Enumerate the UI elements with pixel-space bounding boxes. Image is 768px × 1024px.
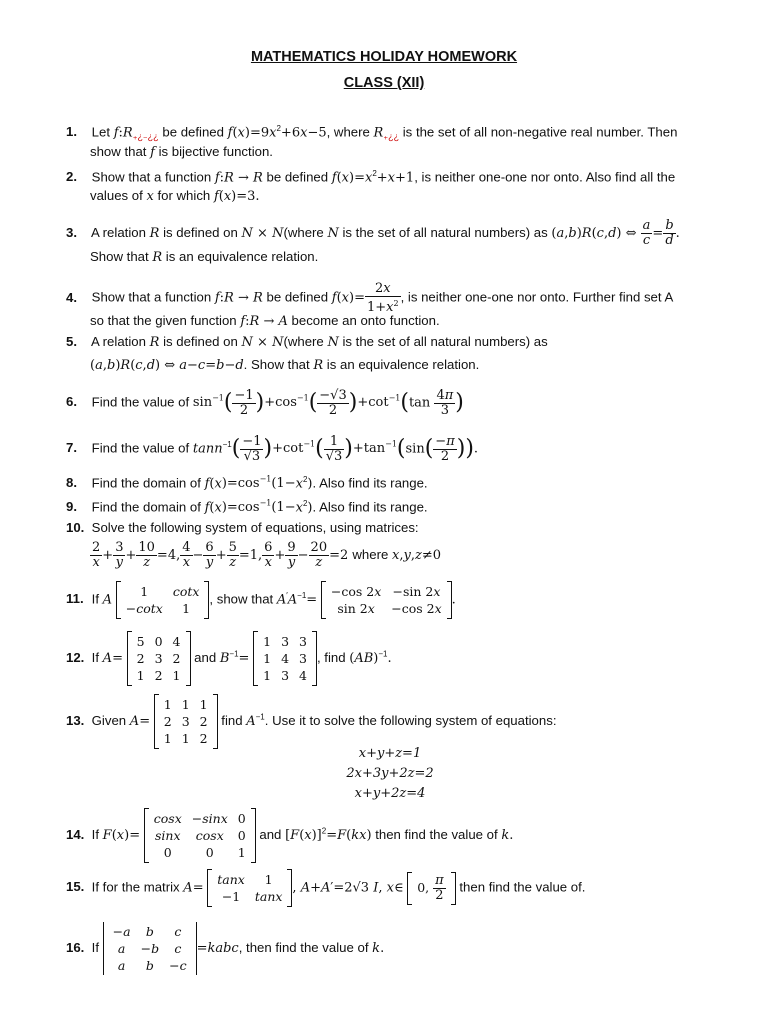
class-subtitle: CLASS (XII)	[343, 75, 425, 91]
question-7: 7. Find the value of tann$^{-1}$( $\frac{-1}{√3}$ )$+\cot^{-1}$( $\frac{1}{√3}$ )$+\tan^{-1}(\sin$( $\frac{-\pi}{2}$ )).	[66, 433, 479, 464]
question-9: 9. Find the domain of $f(x)=\cos^{-1}(1-x^2)$. Also find its range.	[66, 499, 428, 516]
equation-3: x+y+2z=4	[354, 786, 426, 801]
question-11: 11. If A 1 cotx −cotx 1 , show that $A'A^{-1}=$ −cos 2x −sin 2x sin 2x −cos 2x .	[66, 584, 456, 616]
question-3: 3. A relation R is defined on N × N(where N is the set of all natural numbers) as (a,b)R(c,d) ⇔ $\frac{a}{c}$ = $\frac{b}{d}$ .	[66, 218, 680, 248]
question-1-line-2: show that f is bijective function.	[90, 144, 273, 160]
question-10: 10. Solve the following system of equations, using matrices:	[66, 520, 419, 535]
question-12: 12. If A= 5 0 4 2 3 2 1 2 1 and $B^{-1}=$ 1 3 3 1 4 3 1 3 4 , find (AB)$^{-1}$.	[66, 634, 392, 683]
question-13: 13. Given A= 1 1 1 2 3 2 1 1 2 find $A^{-1}$. Use it to solve the following system of equations:	[66, 697, 557, 746]
question-5-line-2: (a,b)R(c,d) ⇔ a−c=b−d. Show that R is an equivalence relation.	[90, 357, 480, 373]
question-15: 15. If for the matrix A= tanx 1 −1 tanx , A+A′=2√3 I, x∈ 0, $\frac{\pi}{2}$ then find the value of.	[66, 872, 586, 904]
question-2-line-2: values of x for which f(x)=3.	[90, 188, 260, 204]
question-2: 2. Show that a function f:R → R be defined $f(x)=x^2+x+1$, is neither one-one nor onto. Also find all the	[66, 169, 676, 186]
question-5: 5. A relation R is defined on N × N(where N is the set of all natural numbers) as	[66, 334, 548, 350]
question-4: 4. Show that a function f:R → R be defined f(x)= $\frac{2x}{1+x^2}$ , is neither one-one nor onto. Further find set A	[66, 281, 674, 316]
question-10-equations: $\frac{2}{x}$ + $\frac{3}{y}$ + $\frac{10}{z}$ =4, $\frac{4}{x}$ − $\frac{6}{y}$ + $\frac{5}{z}$ =1, $\frac{6}{x}$ + $\frac{9}{y}$ − $\frac{20}{z}$ =2 where x,y,z≠0	[92, 540, 441, 570]
question-14: 14. If F(x)= cosx −sinx 0 sinx cosx 0 0 0 1 and $[F(x)]^2=F(kx)$ then find the value of k.	[66, 811, 514, 860]
question-16: 16. If −a b c a −b c a b −c =kabc, then find the value of k.	[66, 924, 385, 973]
question-1: 1. Let $f:R_{_+¿_-¿¿}$ be defined $f(x)=9x^2+6x-5$, where $R_{_+¿¿}$ is the set of all non-negative real number. Then	[66, 124, 678, 142]
question-4-line-2: so that the given function f:R → A become an onto function.	[90, 313, 440, 329]
equation-2: 2x+3y+2z=2	[346, 766, 434, 781]
equation-1: x+y+z=1	[358, 746, 422, 761]
question-8: 8. Find the domain of $f(x)=\cos^{-1}(1-x^2)$. Also find its range.	[66, 475, 428, 492]
question-number: 1.	[66, 124, 77, 140]
page-title: MATHEMATICS HOLIDAY HOMEWORK	[250, 49, 518, 65]
question-3-line-2: Show that R is an equivalence relation.	[90, 249, 319, 265]
question-6: 6. Find the value of $\sin^{-1}$( $\frac{-1}{2}$ )$+\cos^{-1}$( $\frac{-√3}{2}$ )$+\cot^{-1}(\tan$ $\frac{4\pi}{3}$ )	[66, 387, 464, 418]
